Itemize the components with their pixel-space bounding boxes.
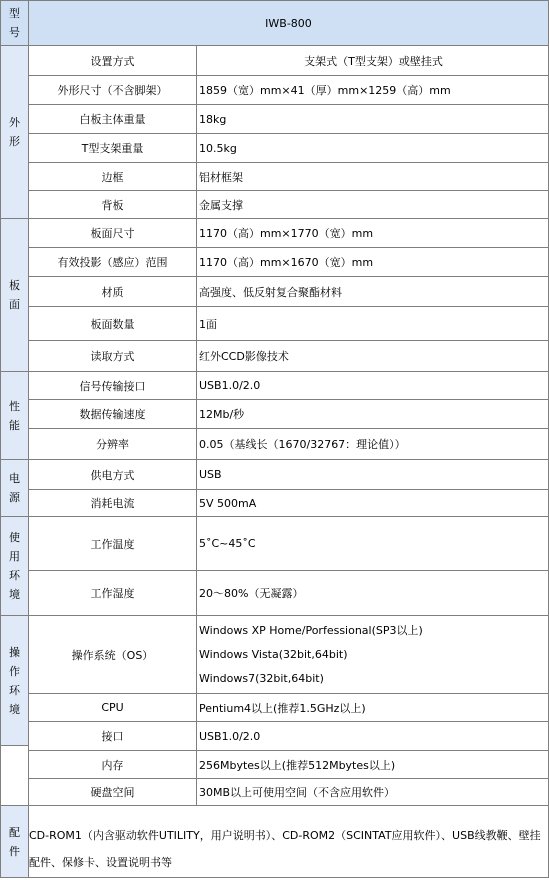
row-label-os: 操作系统（OS）: [29, 616, 197, 694]
category-board: [0, 219, 29, 372]
row-value-read-method: 红外CCD影像技术: [197, 341, 549, 372]
category-power: [0, 460, 29, 517]
category-operating-env-char-2: 作: [9, 664, 20, 678]
category-board-char-2: 面: [9, 298, 20, 311]
row-value-memory: 256Mbytes以上(推荐512Mbytes以上): [197, 751, 549, 779]
row-value-stand-weight: 10.5kg: [197, 134, 549, 163]
row-value-disk: 30MB以上可使用空间（不含应用软件）: [197, 779, 549, 806]
os-line-2: Windows Vista(32bit,64bit): [199, 647, 348, 661]
category-operating-env: [0, 616, 29, 746]
row-label-signal-interface: 信号传输接口: [29, 372, 197, 400]
category-appearance: [0, 46, 29, 219]
row-label-board-weight: 白板主体重量: [29, 105, 197, 134]
category-performance: [0, 372, 29, 460]
row-label-cpu: CPU: [29, 694, 197, 722]
category-performance-char-1: 性: [9, 399, 20, 413]
row-value-current: 5V 500mA: [197, 490, 549, 517]
row-value-board-weight: 18kg: [197, 105, 549, 134]
category-usage-env-char-2: 用: [9, 550, 20, 563]
row-value-data-speed: 12Mb/秒: [197, 400, 549, 429]
os-line-3: Windows7(32bit,64bit): [199, 671, 324, 685]
header-category-char-1: 型: [9, 7, 20, 20]
row-label-data-speed: 数据传输速度: [29, 400, 197, 429]
row-value-backplate: 金属支撑: [197, 191, 549, 219]
model-name: IWB-800: [29, 0, 549, 46]
os-line-1: Windows XP Home/Porfessional(SP3以上): [199, 623, 423, 637]
row-label-board-count: 板面数量: [29, 307, 197, 341]
category-power-char-2: 源: [9, 491, 20, 504]
row-value-dimensions: 1859（宽）mm×41（厚）mm×1259（高）mm: [197, 76, 549, 105]
row-value-board-count: 1面: [197, 307, 549, 341]
category-usage-env: [0, 517, 29, 616]
category-accessories-char-1: 配: [9, 825, 20, 839]
row-label-port: 接口: [29, 722, 197, 751]
category-power-char-1: 电: [9, 472, 20, 485]
row-value-os: [197, 616, 549, 694]
category-operating-env-char-3: 环: [9, 683, 20, 697]
category-operating-env-lower: [0, 746, 29, 806]
row-value-material: 高强度、低反射复合聚酯材料: [197, 277, 549, 307]
row-label-install: 设置方式: [29, 46, 197, 76]
row-label-work-temp: 工作温度: [29, 517, 197, 571]
row-label-effective-area: 有效投影（感应）范围: [29, 248, 197, 277]
row-label-current: 消耗电流: [29, 490, 197, 517]
row-label-power-supply: 供电方式: [29, 460, 197, 490]
row-label-stand-weight: T型支架重量: [29, 134, 197, 163]
category-board-char-1: 板: [9, 279, 20, 292]
row-value-resolution: 0.05（基线长（1670/32767：理论值））: [197, 429, 549, 460]
row-label-material: 材质: [29, 277, 197, 307]
row-value-board-size: 1170（高）mm×1770（宽）mm: [197, 219, 549, 248]
category-usage-env-char-1: 使: [9, 531, 20, 544]
category-performance-char-2: 能: [9, 418, 20, 432]
category-accessories-char-2: 件: [9, 844, 20, 858]
row-value-frame: 铝材框架: [197, 163, 549, 191]
row-value-signal-interface: USB1.0/2.0: [197, 372, 549, 400]
category-usage-env-char-4: 境: [9, 588, 20, 601]
row-label-disk: 硬盘空间: [29, 779, 197, 806]
row-value-port: USB1.0/2.0: [197, 722, 549, 751]
row-label-dimensions: 外形尺寸（不含脚架）: [29, 76, 197, 105]
row-label-board-size: 板面尺寸: [29, 219, 197, 248]
row-value-power-supply: USB: [197, 460, 549, 490]
row-label-work-humidity: 工作湿度: [29, 571, 197, 616]
row-label-memory: 内存: [29, 751, 197, 779]
row-value-install: 支架式（T型支架）或壁挂式: [197, 46, 549, 76]
header-category-cell: [0, 0, 29, 46]
row-value-work-humidity: 20～80%（无凝露）: [197, 571, 549, 616]
row-value-cpu: Pentium4以上(推荐1.5GHz以上): [197, 694, 549, 722]
row-label-resolution: 分辨率: [29, 429, 197, 460]
row-value-work-temp: 5˚C~45˚C: [197, 517, 549, 571]
accessories-text: CD-ROM1（内含驱动软件UTILITY，用户说明书）、CD-ROM2（SCINTAT应用软件）、USB线教鞭、壁挂配件、保修卡、设置说明书等: [29, 806, 549, 878]
category-appearance-char-2: 形: [9, 135, 20, 148]
row-label-read-method: 读取方式: [29, 341, 197, 372]
category-appearance-char-1: 外: [9, 116, 20, 129]
row-value-effective-area: 1170（高）mm×1670（宽）mm: [197, 248, 549, 277]
row-label-backplate: 背板: [29, 191, 197, 219]
row-label-frame: 边框: [29, 163, 197, 191]
category-usage-env-char-3: 环: [9, 569, 20, 582]
category-accessories: [0, 806, 29, 878]
category-operating-env-char-1: 操: [9, 645, 20, 659]
header-category-char-2: 号: [9, 26, 20, 39]
category-operating-env-char-4: 境: [9, 702, 20, 716]
